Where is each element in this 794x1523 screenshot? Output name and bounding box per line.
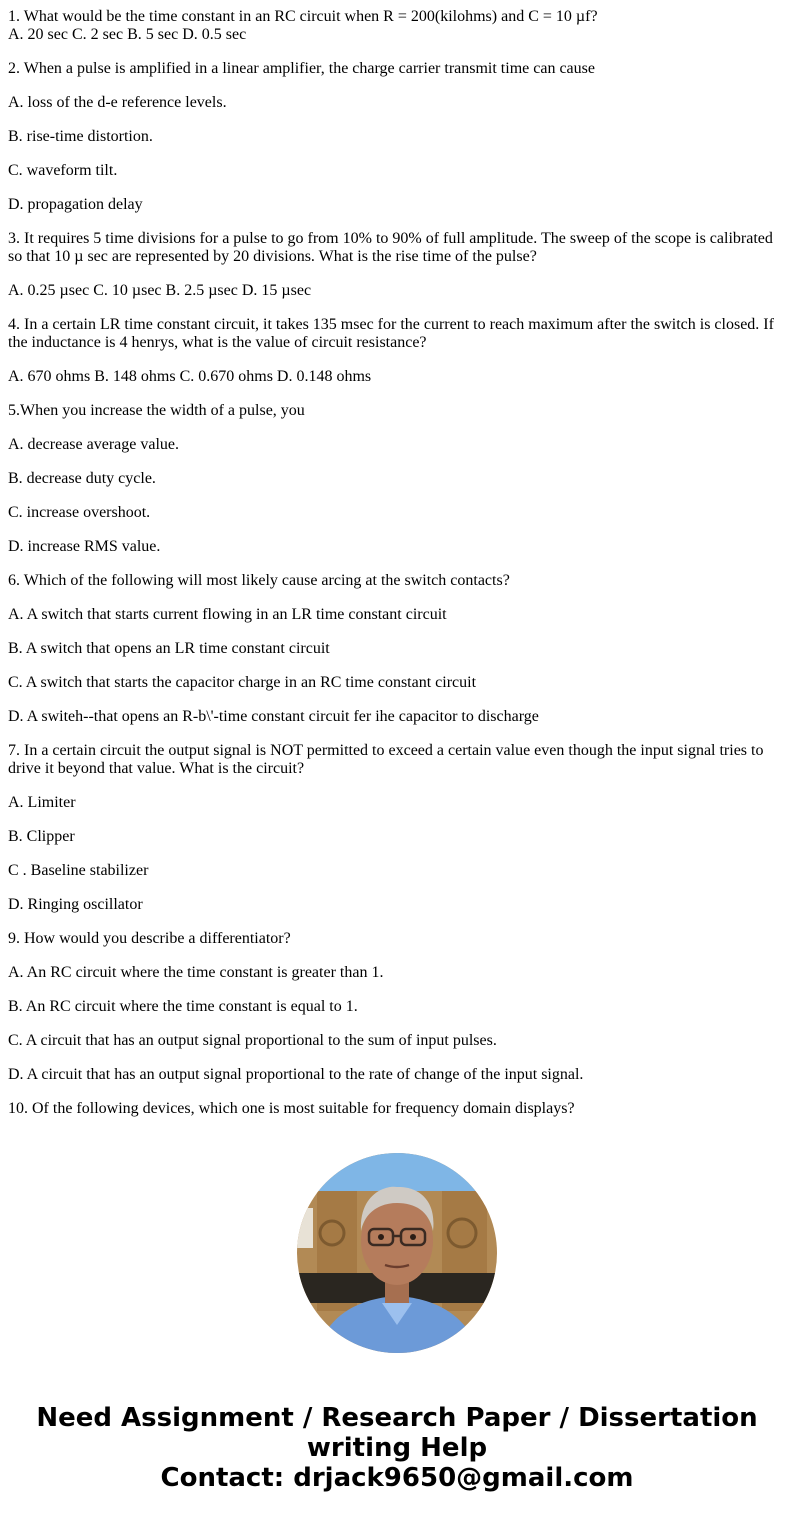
question-9-option-b: B. An RC circuit where the time constant is equal to 1. [8, 998, 358, 1015]
question-3-options: A. 0.25 µsec C. 10 µsec B. 2.5 µsec D. 15 µsec [8, 282, 312, 299]
question-6-option-a: A. A switch that starts current flowing in an LR time constant circuit [8, 606, 447, 623]
assignment-help-banner [0, 1403, 794, 1493]
banner-line-2: writing Help [306, 1433, 488, 1463]
question-6-option-b: B. A switch that opens an LR time constant circuit [8, 640, 330, 657]
question-2-option-a: A. loss of the d-e reference levels. [8, 94, 227, 111]
question-2-option-b: B. rise-time distortion. [8, 128, 153, 145]
question-9-text: 9. How would you describe a differentiator? [8, 930, 291, 947]
author-avatar [297, 1153, 497, 1353]
question-4-options: A. 670 ohms B. 148 ohms C. 0.670 ohms D. 0.148 ohms [8, 368, 372, 385]
question-2-option-d: D. propagation delay [8, 196, 143, 213]
author-portrait-image [297, 1153, 497, 1353]
question-6-text: 6. Which of the following will most likely cause arcing at the switch contacts? [8, 572, 510, 589]
question-9-option-c: C. A circuit that has an output signal proportional to the sum of input pulses. [8, 1032, 497, 1049]
question-4-text: 4. In a certain LR time constant circuit, it takes 135 msec for the current to reach maximum after the switch is closed. If the inductance is 4 henrys, what is the value of circuit resistance? [8, 316, 774, 351]
question-5-option-c: C. increase overshoot. [8, 504, 151, 521]
question-10-text: 10. Of the following devices, which one is most suitable for frequency domain displays? [8, 1100, 575, 1117]
question-1-text: 1. What would be the time constant in an RC circuit when R = 200(kilohms) and C = 10 µf? [8, 8, 598, 25]
question-1 [8, 8, 786, 44]
question-9-option-a: A. An RC circuit where the time constant is greater than 1. [8, 964, 384, 981]
question-7-option-b: B. Clipper [8, 828, 75, 845]
question-3-text: 3. It requires 5 time divisions for a pulse to go from 10% to 90% of full amplitude. The sweep of the scope is calibrated so that 10 µ sec are represented by 20 divisions. What is the rise time of the pulse? [8, 230, 773, 265]
banner-line-1: Need Assignment / Research Paper / Dissertation [36, 1403, 758, 1433]
question-7-option-a: A. Limiter [8, 794, 76, 811]
question-5-text: 5.When you increase the width of a pulse, you [8, 402, 305, 419]
question-5-option-d: D. increase RMS value. [8, 538, 161, 555]
question-5-option-b: B. decrease duty cycle. [8, 470, 156, 487]
contact-email: Contact: drjack9650@gmail.com [160, 1463, 634, 1493]
question-7-text: 7. In a certain circuit the output signal is NOT permitted to exceed a certain value even though the input signal tries to drive it beyond that value. What is the circuit? [8, 742, 764, 777]
question-9-option-d: D. A circuit that has an output signal proportional to the rate of change of the input signal. [8, 1066, 584, 1083]
question-6-option-c: C. A switch that starts the capacitor charge in an RC time constant circuit [8, 674, 477, 691]
question-1-options: A. 20 sec C. 2 sec B. 5 sec D. 0.5 sec [8, 26, 247, 43]
question-6-option-d: D. A switeh--that opens an R-b\'-time constant circuit fer ihe capacitor to discharge [8, 708, 539, 725]
question-2-text: 2. When a pulse is amplified in a linear amplifier, the charge carrier transmit time can cause [8, 60, 595, 77]
question-7-option-c: C . Baseline stabilizer [8, 862, 149, 879]
question-5-option-a: A. decrease average value. [8, 436, 179, 453]
question-document [8, 8, 786, 1134]
question-2-option-c: C. waveform tilt. [8, 162, 118, 179]
question-7-option-d: D. Ringing oscillator [8, 896, 143, 913]
